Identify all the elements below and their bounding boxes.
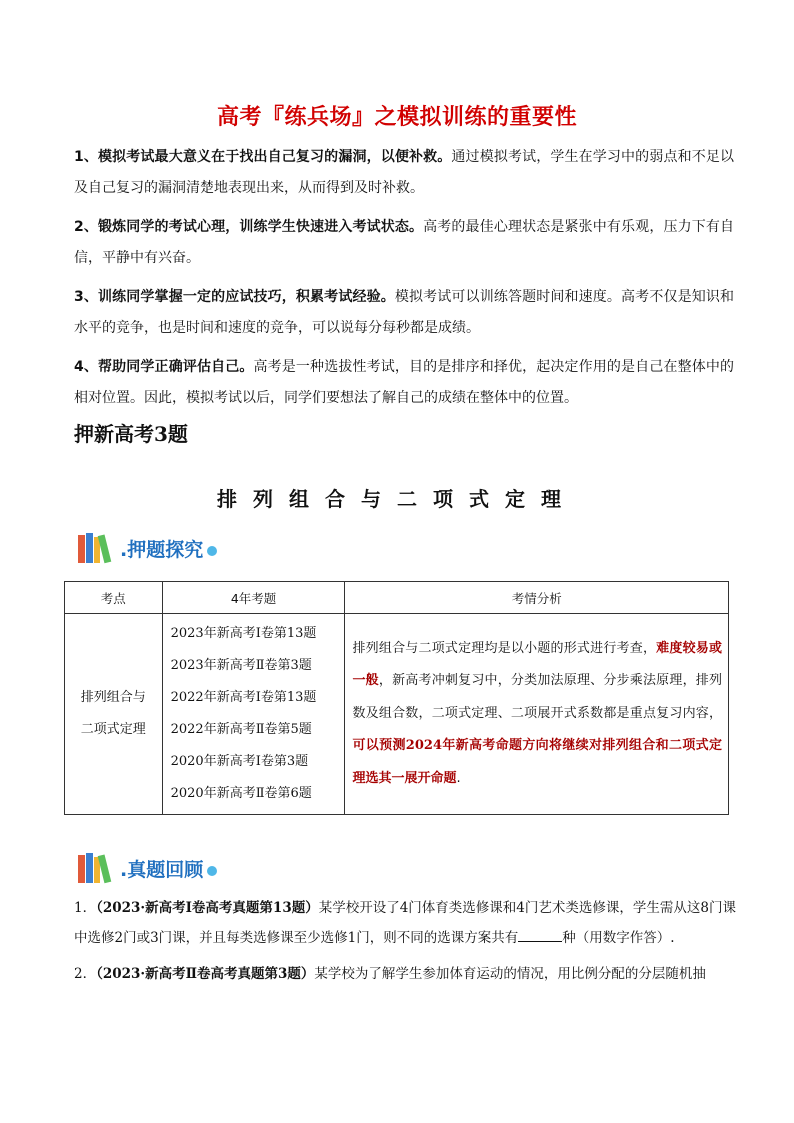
questions-section bbox=[74, 893, 736, 995]
question-number: 1． bbox=[74, 900, 97, 916]
books-icon bbox=[76, 531, 118, 565]
books-icon bbox=[76, 851, 118, 885]
knowledge-point-cell bbox=[65, 614, 163, 815]
knowledge-point-line: 二项式定理 bbox=[80, 722, 146, 737]
intro-text: 高考的最佳心理状态是紧张中有乐观，压力下有自信，平静中有兴奋。 bbox=[74, 219, 734, 266]
exam-years-cell bbox=[162, 614, 345, 815]
badge-label: .真题回顾 bbox=[120, 858, 204, 881]
table-row bbox=[65, 614, 729, 815]
intro-text: 模拟考试可以训练答题时间和速度。高考不仅是知识和水平的竞争，也是时间和速度的竞争，可以说每分每秒都是成绩。 bbox=[74, 289, 734, 336]
dot-decoration bbox=[207, 866, 217, 876]
table-header-cell: 4年考题 bbox=[162, 582, 345, 614]
analysis-text: . bbox=[456, 770, 461, 786]
question-number: 2． bbox=[74, 966, 97, 982]
answer-blank bbox=[518, 927, 562, 942]
intro-paragraph bbox=[74, 212, 734, 274]
section-heading: 押新高考3题 bbox=[74, 422, 188, 446]
table-header-cell: 考情分析 bbox=[345, 582, 729, 614]
question-source: （2023·新高考Ⅱ卷高考真题第3题） bbox=[96, 966, 315, 982]
analysis-text: 排列组合与二项式定理均是以小题的形式进行考查， bbox=[352, 640, 657, 656]
intro-text: 通过模拟考试，学生在学习中的弱点和不足以及自己复习的漏洞清楚地表现出来，从而得到及时补救。 bbox=[74, 149, 735, 196]
question-text: 某学校开设了4门体育类选修课和4门艺术类选修课，学生需从这8门课中选修2门或3门课，并且每类选修课至少选修1门，则不同的选课方案共有 bbox=[74, 900, 736, 946]
intro-paragraph bbox=[74, 352, 734, 414]
exam-year-item: 2020年新高考Ⅱ卷第6题 bbox=[170, 786, 312, 801]
exam-table bbox=[64, 581, 729, 815]
exam-year-item: 2023年新高考Ⅰ卷第13题 bbox=[170, 626, 317, 641]
intro-bold: 4、帮助同学正确评估自己。 bbox=[74, 359, 254, 375]
intro-bold: 2、锻炼同学的考试心理，训练学生快速进入考试状态。 bbox=[74, 219, 424, 235]
exam-year-item: 2022年新高考Ⅰ卷第13题 bbox=[170, 690, 317, 705]
knowledge-point-line: 排列组合与 bbox=[80, 690, 146, 705]
question-item bbox=[74, 893, 736, 953]
table-header-cell: 考点 bbox=[65, 582, 163, 614]
exam-year-item: 2020年新高考Ⅰ卷第3题 bbox=[170, 754, 309, 769]
analysis-highlight: 可以预测2024年新高考命题方向将继续对排列组合和二项式定理选其一展开命题 bbox=[352, 738, 722, 786]
question-text: 某学校为了解学生参加体育运动的情况，用比例分配的分层随机抽 bbox=[314, 966, 706, 982]
intro-bold: 3、训练同学掌握一定的应试技巧，积累考试经验。 bbox=[74, 289, 395, 305]
analysis-cell bbox=[345, 614, 729, 815]
page-title: 高考『练兵场』之模拟训练的重要性 bbox=[216, 105, 577, 130]
intro-section bbox=[74, 142, 734, 422]
intro-paragraph bbox=[74, 282, 734, 344]
dot-decoration bbox=[207, 546, 217, 556]
analysis-highlight: 难度较易或一般 bbox=[352, 640, 722, 689]
badge-prediction bbox=[76, 530, 217, 566]
topic-heading: 排列组合与二项式定理 bbox=[217, 487, 577, 511]
badge-review bbox=[76, 850, 217, 886]
question-source: （2023·新高考Ⅰ卷高考真题第13题） bbox=[96, 900, 319, 916]
intro-bold: 1、模拟考试最大意义在于找出自己复习的漏洞，以便补救。 bbox=[74, 149, 452, 165]
badge-label: .押题探究 bbox=[120, 538, 204, 561]
exam-year-item: 2023年新高考Ⅱ卷第3题 bbox=[170, 658, 312, 673]
exam-year-item: 2022年新高考Ⅱ卷第5题 bbox=[170, 722, 312, 737]
intro-text: 高考是一种选拔性考试，目的是排序和择优，起决定作用的是自己在整体中的相对位置。因此，模拟考试以后，同学们要想法了解自己的成绩在整体中的位置。 bbox=[74, 359, 734, 406]
intro-paragraph bbox=[74, 142, 734, 204]
analysis-text: ，新高考冲刺复习中，分类加法原理、分步乘法原理，排列数及组合数，二项式定理、二项展开式系数都是重点复习内容， bbox=[352, 673, 722, 721]
question-text: 种（用数字作答）. bbox=[562, 930, 675, 946]
table-header-row bbox=[65, 582, 729, 614]
question-item bbox=[74, 959, 736, 989]
